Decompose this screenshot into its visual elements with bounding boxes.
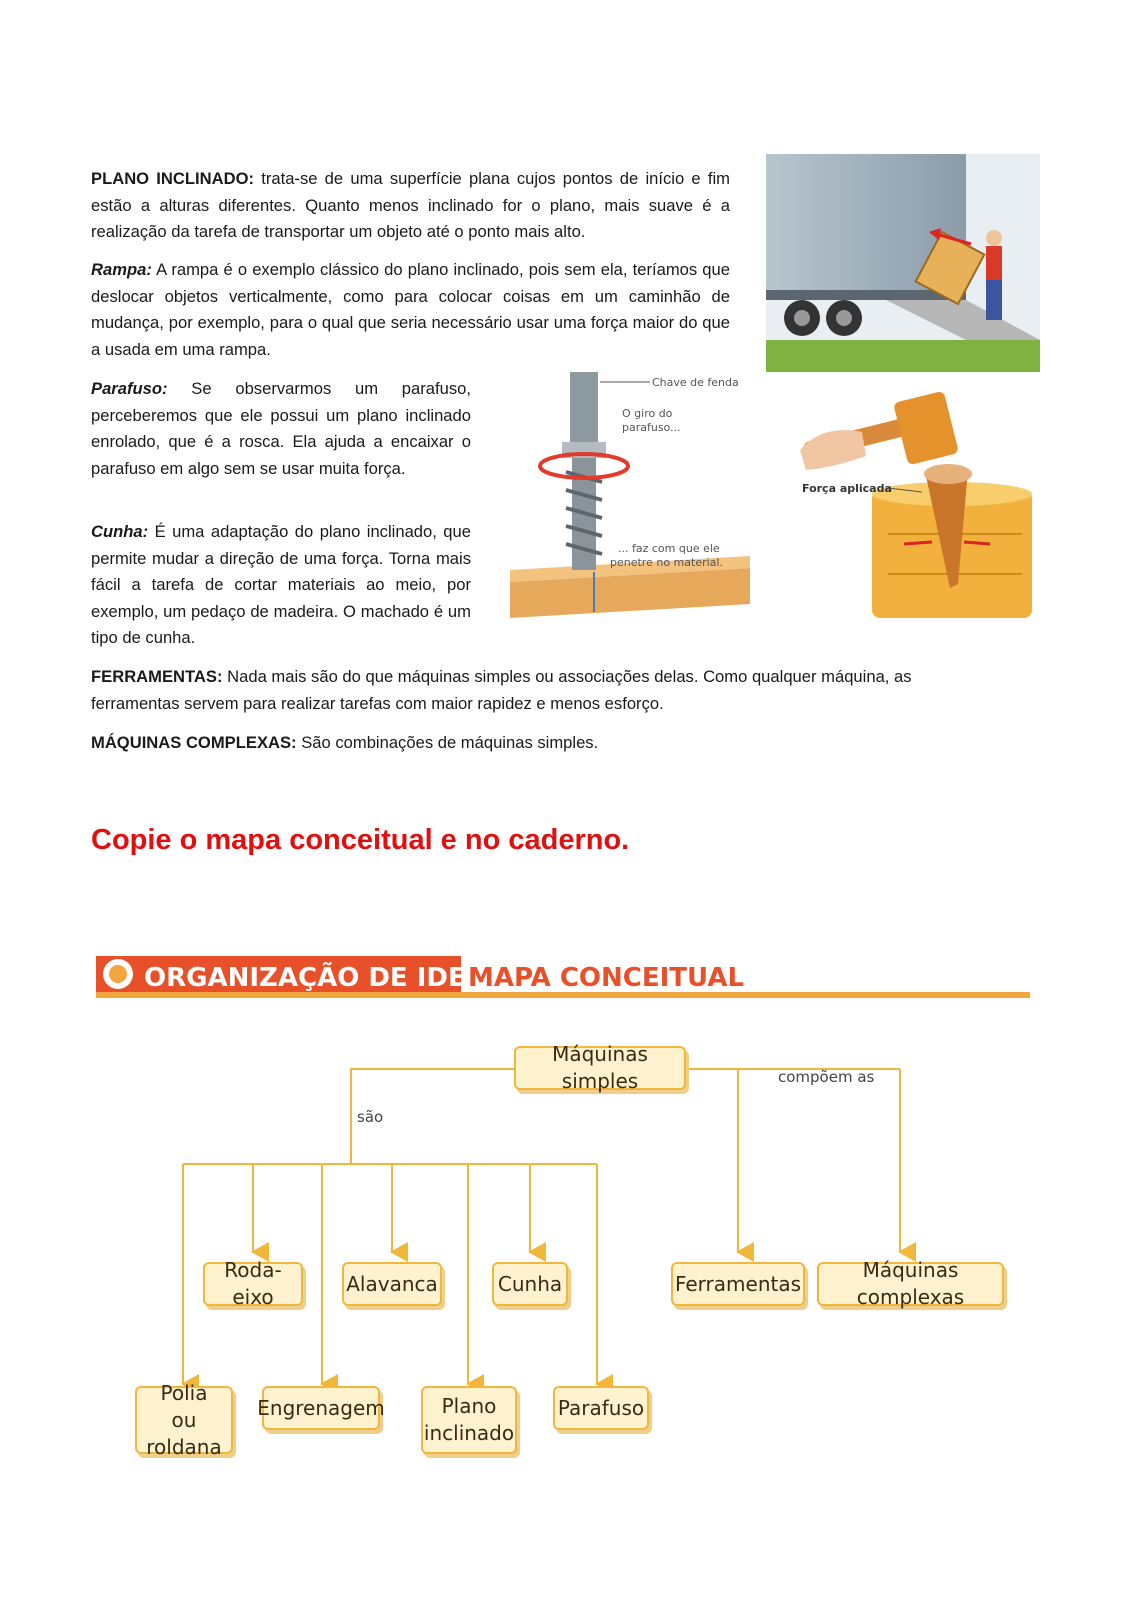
text-plano-inclinado: trata-se de uma superfície plana cujos pontos de início e fim estão a alturas diferentes. Quanto menos inclinado for o plano, mais suave é a realização da tarefa de transportar um objeto até o ponto mais alto.: [91, 169, 730, 241]
paragraph-parafuso: [91, 376, 471, 482]
concept-map-header: [96, 942, 1030, 1008]
link-label-compoem: compõem as: [778, 1068, 875, 1086]
paragraph-rampa: [91, 257, 730, 363]
header-right-text: MAPA CONCEITUAL: [468, 963, 745, 993]
text-maquinas-complexas: São combinações de máquinas simples.: [296, 733, 599, 752]
node-ferramentas: Ferramentas: [671, 1262, 805, 1306]
node-plano-inclinado: Plano inclinado: [421, 1386, 517, 1454]
text-parafuso: Se observarmos um parafuso, perceberemos que ele possui um plano inclinado enrolado, que é a rosca. Ela ajuda a encaixar o parafuso em algo sem se usar muita força.: [91, 379, 471, 478]
screw-label-bottom-2: penetre no material.: [610, 556, 723, 569]
screw-label-mid-1: O giro do: [622, 407, 673, 420]
header-left-text: ORGANIZAÇÃO DE IDEIAS:: [144, 963, 525, 993]
term-cunha: Cunha:: [91, 522, 149, 541]
wedge-label: Força aplicada: [802, 482, 892, 495]
node-alavanca: Alavanca: [342, 1262, 442, 1306]
paragraph-plano-inclinado: [91, 166, 730, 246]
screw-label-mid-2: parafuso...: [622, 421, 681, 434]
wedge-hammer-illustration: [792, 384, 1038, 624]
screw-label-top: Chave de fenda: [652, 376, 739, 389]
node-maquinas-complexas: Máquinas complexas: [817, 1262, 1004, 1306]
node-polia-roldana: Polia ou roldana: [135, 1386, 233, 1454]
term-maquinas-complexas: MÁQUINAS COMPLEXAS:: [91, 733, 297, 752]
term-ferramentas: FERRAMENTAS:: [91, 667, 223, 686]
truck-ramp-illustration: [766, 154, 1040, 372]
paragraph-cunha: [91, 519, 471, 652]
screw-label-bottom-1: ... faz com que ele: [618, 542, 720, 555]
node-maquinas-simples: Máquinas simples: [514, 1046, 686, 1090]
text-cunha: É uma adaptação do plano inclinado, que permite mudar a direção de uma força. Torna mais fácil a tarefa de cortar materiais ao meio, por exemplo, um pedaço de madeira. O machado é um tipo de cunha.: [91, 522, 471, 647]
term-parafuso: Parafuso:: [91, 379, 168, 398]
node-engrenagem: Engrenagem: [262, 1386, 380, 1430]
text-ferramentas: Nada mais são do que máquinas simples ou associações delas. Como qualquer máquina, as ferramentas servem para realizar tarefas com maior rapidez e menos esforço.: [91, 667, 912, 713]
paragraph-maquinas-complexas: [91, 730, 969, 757]
paragraph-ferramentas: [91, 664, 969, 717]
screw-illustration: [510, 372, 750, 620]
node-parafuso: Parafuso: [553, 1386, 649, 1430]
term-rampa: Rampa:: [91, 260, 152, 279]
node-cunha: Cunha: [492, 1262, 568, 1306]
node-roda-eixo: Roda-eixo: [203, 1262, 303, 1306]
text-rampa: A rampa é o exemplo clássico do plano inclinado, pois sem ela, teríamos que deslocar objetos verticalmente, como para colocar coisas em um caminhão de mudança, por exemplo, para o qual que seria necessário usar uma força maior do que a usada em uma rampa.: [91, 260, 730, 359]
link-label-sao: são: [357, 1108, 384, 1126]
term-plano-inclinado: PLANO INCLINADO:: [91, 169, 254, 188]
instruction-heading: Copie o mapa conceitual e no caderno.: [91, 824, 630, 856]
